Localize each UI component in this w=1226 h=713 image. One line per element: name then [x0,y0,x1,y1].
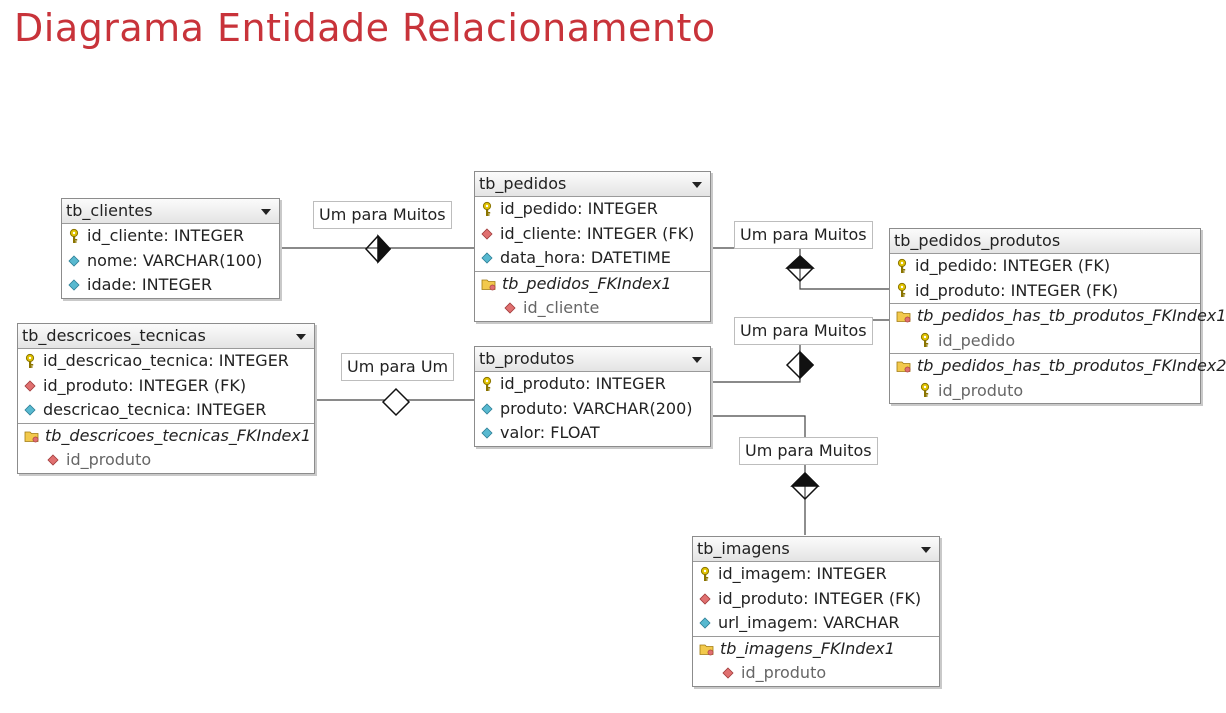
column-row[interactable] [18,374,314,399]
table-header[interactable] [890,229,1200,254]
index-section [18,423,314,473]
index-name: tb_descricoes_tecnicas_FKIndex1 [45,425,311,445]
attribute-icon [23,403,37,417]
index-name: tb_imagens_FKIndex1 [720,638,895,658]
table-tb-pedidos-produtos[interactable] [889,228,1226,404]
column-row[interactable] [693,562,939,587]
index-name: tb_pedidos_has_tb_produtos_FKIndex1 [917,306,1226,325]
cardinality-diamond-produtos-pedidos-produtos [787,352,813,378]
primary-key-icon [698,567,712,581]
table-name: tb_pedidos_produtos [894,231,1061,250]
index-name: tb_pedidos_has_tb_produtos_FKIndex2 [917,356,1226,375]
line-produtos-imagens [709,416,805,535]
index-section [475,271,710,321]
table-tb-clientes[interactable] [61,198,280,299]
column-row[interactable] [475,421,710,446]
table-tb-produtos[interactable] [474,346,711,447]
rel-label-pedidos-pedidos-produtos: Um para Muitos [734,221,873,249]
column-label: id_cliente: INTEGER [87,226,245,245]
table-tb-imagens[interactable] [692,536,940,687]
column-row[interactable] [18,398,314,423]
column-row[interactable] [693,611,939,636]
column-row[interactable] [475,372,710,397]
dropdown-arrow-icon[interactable] [692,357,702,363]
column-row[interactable] [475,222,710,247]
column-label: id_pedido: INTEGER (FK) [915,256,1111,275]
index-folder-icon [895,359,912,373]
foreign-key-icon [480,227,494,241]
index-column-label: id_produto [66,450,152,469]
foreign-key-icon [23,379,37,393]
index-folder-icon [895,309,912,323]
index-row[interactable] [475,272,710,297]
attribute-icon [480,426,494,440]
table-header[interactable] [475,347,710,372]
index-folder-icon [480,277,497,291]
primary-key-icon [895,284,909,298]
dropdown-arrow-icon[interactable] [261,209,271,215]
index-section [693,636,939,686]
column-label: valor: FLOAT [500,423,600,442]
index-column-row[interactable] [890,329,1200,354]
rel-label-produtos-pedidos-produtos: Um para Muitos [734,317,873,345]
column-row[interactable] [62,249,279,274]
primary-key-icon [480,202,494,216]
index-column-label: id_produto [741,663,827,682]
column-label: data_hora: DATETIME [500,248,671,267]
index-folder-icon [23,429,40,443]
attribute-icon [480,251,494,265]
primary-key-icon [23,354,37,368]
column-label: nome: VARCHAR(100) [87,250,263,270]
table-header[interactable] [693,537,939,562]
dropdown-arrow-icon[interactable] [692,182,702,188]
index-column-row[interactable] [890,379,1200,404]
dropdown-arrow-icon[interactable] [296,334,306,340]
column-label: id_descricao_tecnica: INTEGER [43,351,289,370]
attribute-icon [67,254,81,268]
column-row[interactable] [890,254,1200,279]
table-name: tb_imagens [697,539,790,558]
table-header[interactable] [18,324,314,349]
index-column-row[interactable] [475,296,710,321]
rel-label-produtos-imagens: Um para Muitos [739,437,878,465]
column-row[interactable] [890,279,1200,304]
primary-key-icon [480,377,494,391]
column-label: produto: VARCHAR(200) [500,398,693,418]
table-name: tb_pedidos [479,174,567,193]
column-label: id_pedido: INTEGER [500,199,658,218]
index-column-label: id_cliente [523,298,600,317]
index-row[interactable] [890,354,1226,379]
foreign-key-icon [698,592,712,606]
table-header[interactable] [475,172,710,197]
table-name: tb_clientes [66,201,153,220]
column-row[interactable] [62,273,279,298]
column-label: id_produto: INTEGER [500,374,666,393]
column-row[interactable] [18,349,314,374]
primary-key-icon [918,384,932,398]
index-row[interactable] [890,304,1226,329]
column-row[interactable] [693,587,939,612]
table-name: tb_descricoes_tecnicas [22,326,206,345]
attribute-icon [698,616,712,630]
rel-label-clientes-pedidos: Um para Muitos [313,201,452,229]
column-label: id_produto: INTEGER (FK) [718,588,922,608]
primary-key-icon [895,259,909,273]
cardinality-diamond-clientes-pedidos [366,236,390,262]
cardinality-diamond-descricoes-produtos [383,389,409,415]
table-name: tb_produtos [479,349,575,368]
foreign-key-icon [46,453,60,467]
primary-key-icon [918,334,932,348]
column-row[interactable] [475,246,710,271]
index-row[interactable] [693,637,939,662]
page-title: Diagrama Entidade Relacionamento [14,6,716,50]
index-row[interactable] [18,424,314,449]
index-section [890,303,1226,353]
rel-label-descricoes-produtos: Um para Um [341,353,454,381]
index-folder-icon [698,642,715,656]
column-row[interactable] [475,197,710,222]
attribute-icon [67,278,81,292]
foreign-key-icon [721,666,735,680]
table-header[interactable] [62,199,279,224]
column-label: descricao_tecnica: INTEGER [43,400,267,419]
column-label: id_imagem: INTEGER [718,564,887,583]
attribute-icon [480,402,494,416]
column-label: id_produto: INTEGER (FK) [915,280,1119,300]
column-label: id_cliente: INTEGER (FK) [500,223,695,243]
table-tb-descricoes-tecnicas[interactable] [17,323,315,474]
column-label: url_imagem: VARCHAR [718,613,900,632]
index-column-row[interactable] [693,661,939,686]
table-tb-pedidos[interactable] [474,171,711,322]
index-name: tb_pedidos_FKIndex1 [502,273,672,293]
index-column-label: id_pedido [938,330,1016,350]
index-column-row[interactable] [18,448,314,473]
column-label: id_produto: INTEGER (FK) [43,375,247,395]
dropdown-arrow-icon[interactable] [921,547,931,553]
column-row[interactable] [62,224,279,249]
index-column-label: id_produto [938,380,1024,400]
foreign-key-icon [503,301,517,315]
primary-key-icon [67,229,81,243]
index-section [890,353,1226,403]
column-label: idade: INTEGER [87,275,213,294]
column-row[interactable] [475,397,710,422]
